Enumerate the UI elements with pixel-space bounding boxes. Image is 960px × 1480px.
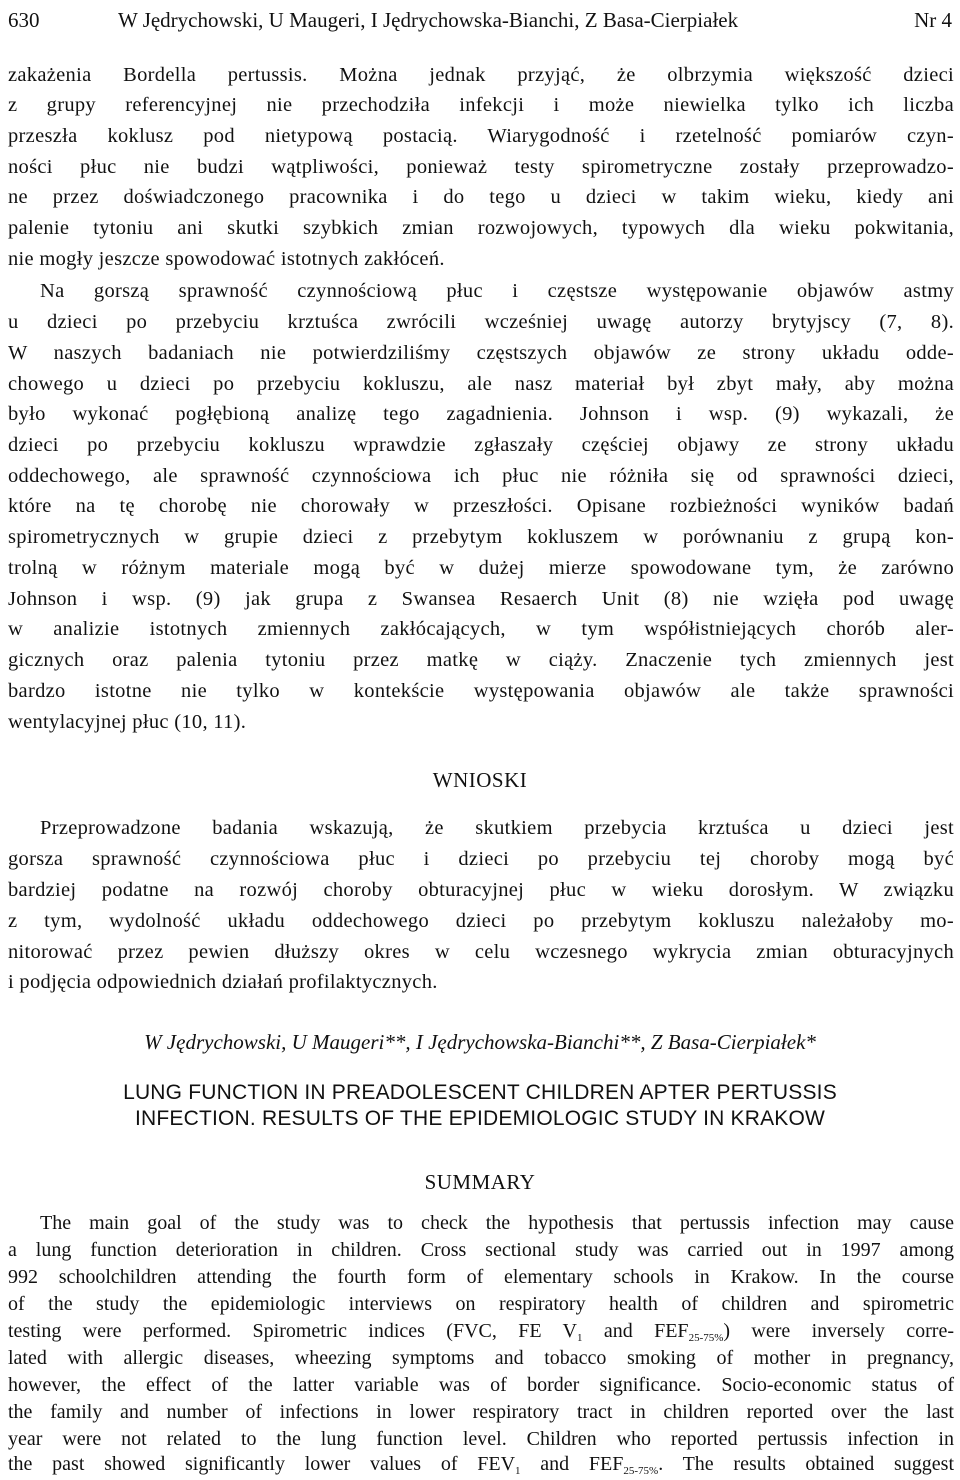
text-line: lated with allergic diseases, wheezing symptoms and tobacco smoking of mother in pregnancy, [8, 1347, 954, 1369]
text-fragment: . The results obtained suggest [658, 1453, 955, 1475]
text-fragment: and FEF [520, 1453, 624, 1475]
text-line: dzieci po przebyciu kokluszu wprawdzie zgłaszały częściej objawy ze strony układu [8, 434, 954, 456]
text-line: było wykonać pogłębioną analizę tego zagadnienia. Johnson i wsp. (9) wykazali, że [8, 403, 954, 425]
text-line: Johnson i wsp. (9) jak grupa z Swansea Resaerch Unit (8) nie wzięła pod uwagę [8, 588, 954, 610]
text-line: nie mogły jeszcze spowodować istotnych zakłóceń. [8, 248, 445, 270]
text-line: które na tę chorobę nie chorowały w przeszłości. Opisane rozbieżności wyników badań [8, 495, 954, 517]
text-fragment: testing were performed. Spirometric indices (FVC, FE V [8, 1320, 578, 1342]
text-line: year were not related to the lung function level. Children who reported pertussis infection in [8, 1428, 954, 1450]
text-line: wentylacyjnej płuc (10, 11). [8, 711, 247, 733]
page-number: 630 [8, 8, 40, 32]
subscript: 1 [515, 1465, 521, 1477]
text-line: zakażenia Bordella pertussis. Można jednak przyjąć, że olbrzymia większość dzieci [8, 64, 954, 86]
text-line: oddechowego, ale sprawność czynnościowa ich płuc nie różniła się od sprawności dzieci, [8, 465, 954, 487]
text-line: a lung function deterioration in children. Cross sectional study was carried out in 1997 among [8, 1239, 954, 1261]
text-line: of the study the epidemiologic interviews on respiratory health of children and spirometric [8, 1293, 954, 1315]
text-line: palenie tytoniu ani skutki szybkich zmian rozwojowych, typowych dla wieku pokwitania, [8, 217, 954, 239]
text-line: spirometrycznych w grupie dzieci z przebytym kokluszem w porównaniu z grupą kon- [8, 526, 954, 548]
text-line: ne przez doświadczonego pracownika i do tego u dzieci w takim wieku, kiedy ani [8, 186, 954, 208]
subscript: 1 [577, 1332, 583, 1344]
english-authors: W Jędrychowski, U Maugeri**, I Jędrychowska-Bianchi**, Z Basa-Cierpiałek* [144, 1030, 816, 1054]
subscript: 25-75% [688, 1332, 724, 1344]
english-title-line: LUNG FUNCTION IN PREADOLESCENT CHILDREN APTER PERTUSSIS [123, 1081, 837, 1104]
text-line: Na gorszą sprawność czynnościową płuc i częstsze występowanie objawów astmy [40, 280, 954, 302]
text-line: z tym, wydolność układu oddechowego dzieci po przebytym kokluszu należałoby mo- [8, 910, 954, 932]
text-line: chowego u dzieci po przebyciu kokluszu, ale nasz materiał był zbyt mały, aby można [8, 373, 954, 395]
text-line: nitorować przez pewien dłuższy okres w celu wczesnego wykrycia zmian obturacyjnych [8, 941, 954, 963]
text-fragment: ) were inversely corre- [723, 1320, 955, 1342]
running-title: W Jędrychowski, U Maugeri, I Jędrychowska-Bianchi, Z Basa-Cierpiałek [118, 8, 739, 32]
text-line: however, the effect of the latter variable was of border significance. Socio-economic status of [8, 1374, 954, 1396]
issue-number: Nr 4 [914, 8, 952, 32]
running-header [8, 0, 952, 40]
text-line: 992 schoolchildren attending the fourth form of elementary schools in Krakow. In the course [8, 1266, 954, 1288]
text-line: z grupy referencyjnej nie przechodziła infekcji i może niewielka tylko ich liczba [8, 94, 954, 116]
text-line: w analizie istotnych zmiennych zakłócających, w tym współistniejących chorób aler- [8, 618, 954, 640]
english-title-line: INFECTION. RESULTS OF THE EPIDEMIOLOGIC STUDY IN KRAKOW [134, 1107, 826, 1130]
text-line: gorsza sprawność czynnościowa płuc i dzieci po przebyciu tej choroby mogą być [8, 848, 954, 870]
text-line: Przeprowadzone badania wskazują, że skutkiem przebycia krztuśca u dzieci jest [40, 817, 954, 839]
text-line: przeszła koklusz pod nietypową postacią. Wiarygodność i rzetelność pomiarów czyn- [8, 125, 954, 147]
text-line [8, 1451, 954, 1478]
text-line: W naszych badaniach nie potwierdziliśmy częstszych objawów ze strony układu odde- [8, 342, 954, 364]
text-line: bardzo istotne nie tylko w kontekście występowania objawów ale także sprawności [8, 680, 954, 702]
subscript: 25-75% [623, 1465, 659, 1477]
text-line: gicznych oraz palenia tytoniu przez matkę w ciąży. Znaczenie tych zmiennych jest [8, 649, 954, 671]
text-fragment: and FEF [582, 1320, 689, 1342]
text-line: The main goal of the study was to check the hypothesis that pertussis infection may cause [40, 1212, 954, 1234]
section-heading-summary: SUMMARY [424, 1170, 536, 1194]
text-line: trolną w różnym materiale mogą być w dużej mierze spowodowane tym, że zarówno [8, 557, 954, 579]
text-line: ności płuc nie budzi wątpliwości, ponieważ testy spirometryczne zostały przeprowadzo- [8, 156, 954, 178]
section-heading-conclusions: WNIOSKI [432, 768, 528, 792]
text-line: u dzieci po przebyciu krztuśca zwrócili wcześniej uwagę autorzy brytyjscy (7, 8). [8, 311, 954, 333]
text-line: bardziej podatne na rozwój choroby obturacyjnej płuc w wieku dorosłym. W związku [8, 879, 954, 901]
text-line [8, 1318, 954, 1345]
text-line: the family and number of infections in lower respiratory tract in children reported over the last [8, 1401, 954, 1423]
text-line: i podjęcia odpowiednich działań profilaktycznych. [8, 971, 438, 993]
text-fragment: the past showed significantly lower values of FEV [8, 1453, 516, 1475]
